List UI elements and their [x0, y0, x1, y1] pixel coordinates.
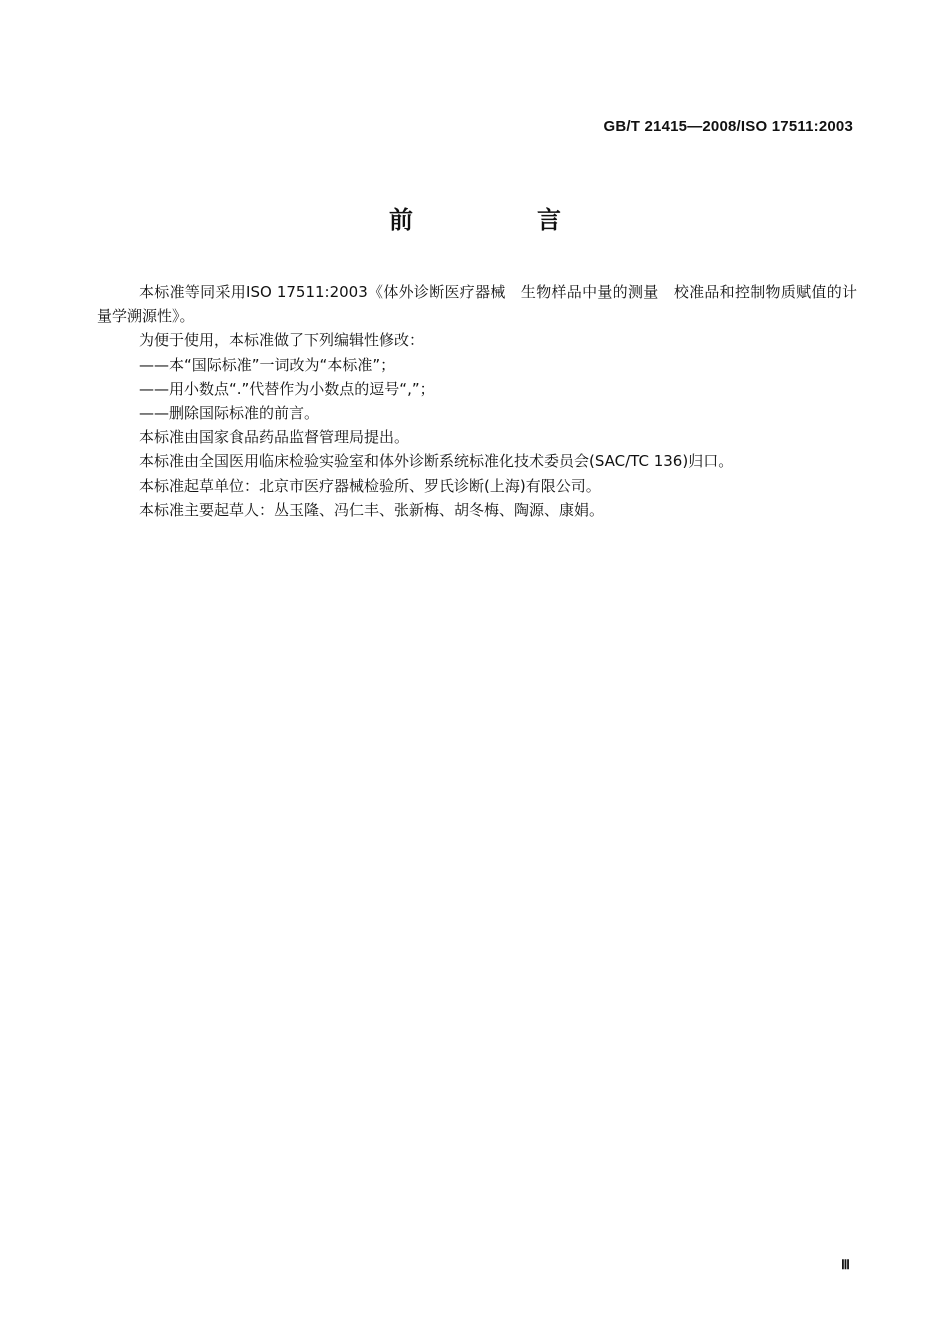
body-text [97, 280, 857, 522]
paragraph-drafting-units: 本标准起草单位：北京市医疗器械检验所、罗氏诊断(上海)有限公司。 [139, 476, 601, 495]
paragraph-proposer: 本标准由国家食品药品监督管理局提出。 [139, 428, 410, 447]
paragraph-editorial-changes: 为便于使用，本标准做了下列编辑性修改： [139, 331, 425, 350]
list-item-term-change: ——本“国际标准”一词改为“本标准”； [139, 355, 396, 374]
paragraph-drafters: 本标准主要起草人：丛玉隆、冯仁丰、张新梅、胡冬梅、陶源、康娟。 [139, 500, 605, 519]
list-item-decimal-point: ——用小数点“.”代替作为小数点的逗号“,”； [139, 379, 435, 398]
standard-header-code: GB/T 21415—2008/ISO 17511:2003 [603, 118, 853, 135]
page-title: 前 言 [389, 206, 611, 234]
paragraph-adoption: 本标准等同采用ISO 17511:2003《体外诊断医疗器械 生物样品中量的测量 校准品和控制物质赋值的计量学溯源性》。 [97, 283, 857, 326]
page-number: Ⅲ [841, 1257, 850, 1272]
list-item-remove-foreword: ——删除国际标准的前言。 [139, 404, 320, 423]
paragraph-committee: 本标准由全国医用临床检验实验室和体外诊断系统标准化技术委员会(SAC/TC 136)归口。 [139, 452, 734, 471]
